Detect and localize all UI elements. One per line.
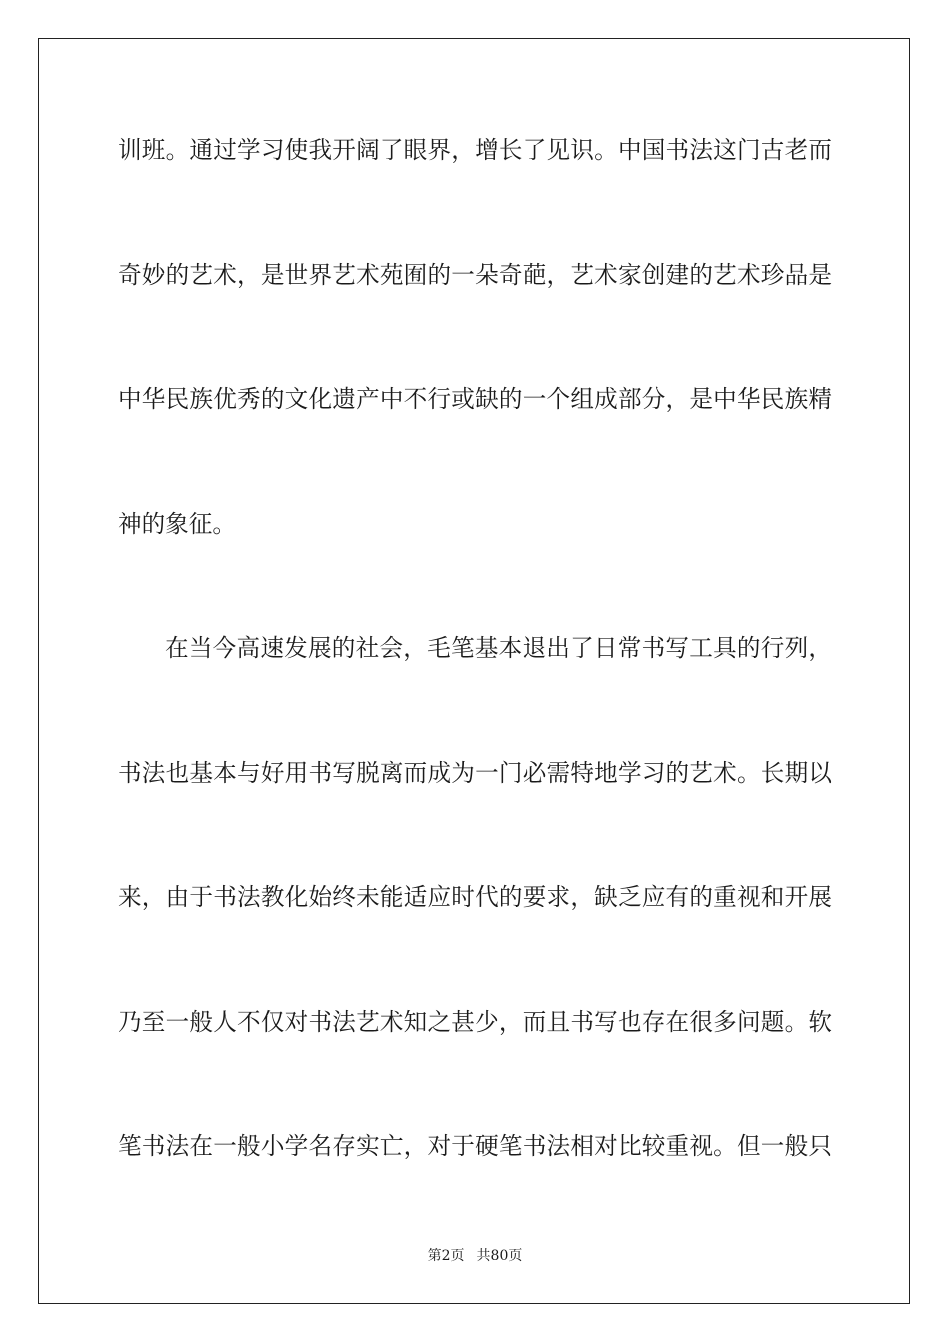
page-number: 第2页 bbox=[427, 1248, 465, 1264]
text-line-8: 乃至一般人不仅对书法艺术知之甚少，而且书写也存在很多问题。软 bbox=[118, 1008, 832, 1036]
text-line-5: 在当今高速发展的社会，毛笔基本退出了日常书写工具的行列， bbox=[165, 634, 832, 662]
text-line-1: 训班。通过学习使我开阔了眼界，增长了见识。中国书法这门古老而 bbox=[118, 136, 832, 164]
page-footer bbox=[0, 1247, 950, 1265]
page-border bbox=[38, 38, 910, 1304]
text-line-2: 奇妙的艺术，是世界艺术苑囿的一朵奇葩，艺术家创建的艺术珍品是 bbox=[118, 261, 832, 289]
total-pages: 共80页 bbox=[476, 1248, 523, 1264]
text-line-6: 书法也基本与好用书写脱离而成为一门必需特地学习的艺术。长期以 bbox=[118, 759, 832, 787]
text-line-9: 笔书法在一般小学名存实亡，对于硬笔书法相对比较重视。但一般只 bbox=[118, 1132, 832, 1160]
text-line-4: 神的象征。 bbox=[118, 510, 236, 538]
text-line-7: 来，由于书法教化始终未能适应时代的要求，缺乏应有的重视和开展 bbox=[118, 883, 832, 911]
text-line-3: 中华民族优秀的文化遗产中不行或缺的一个组成部分，是中华民族精 bbox=[118, 385, 832, 413]
